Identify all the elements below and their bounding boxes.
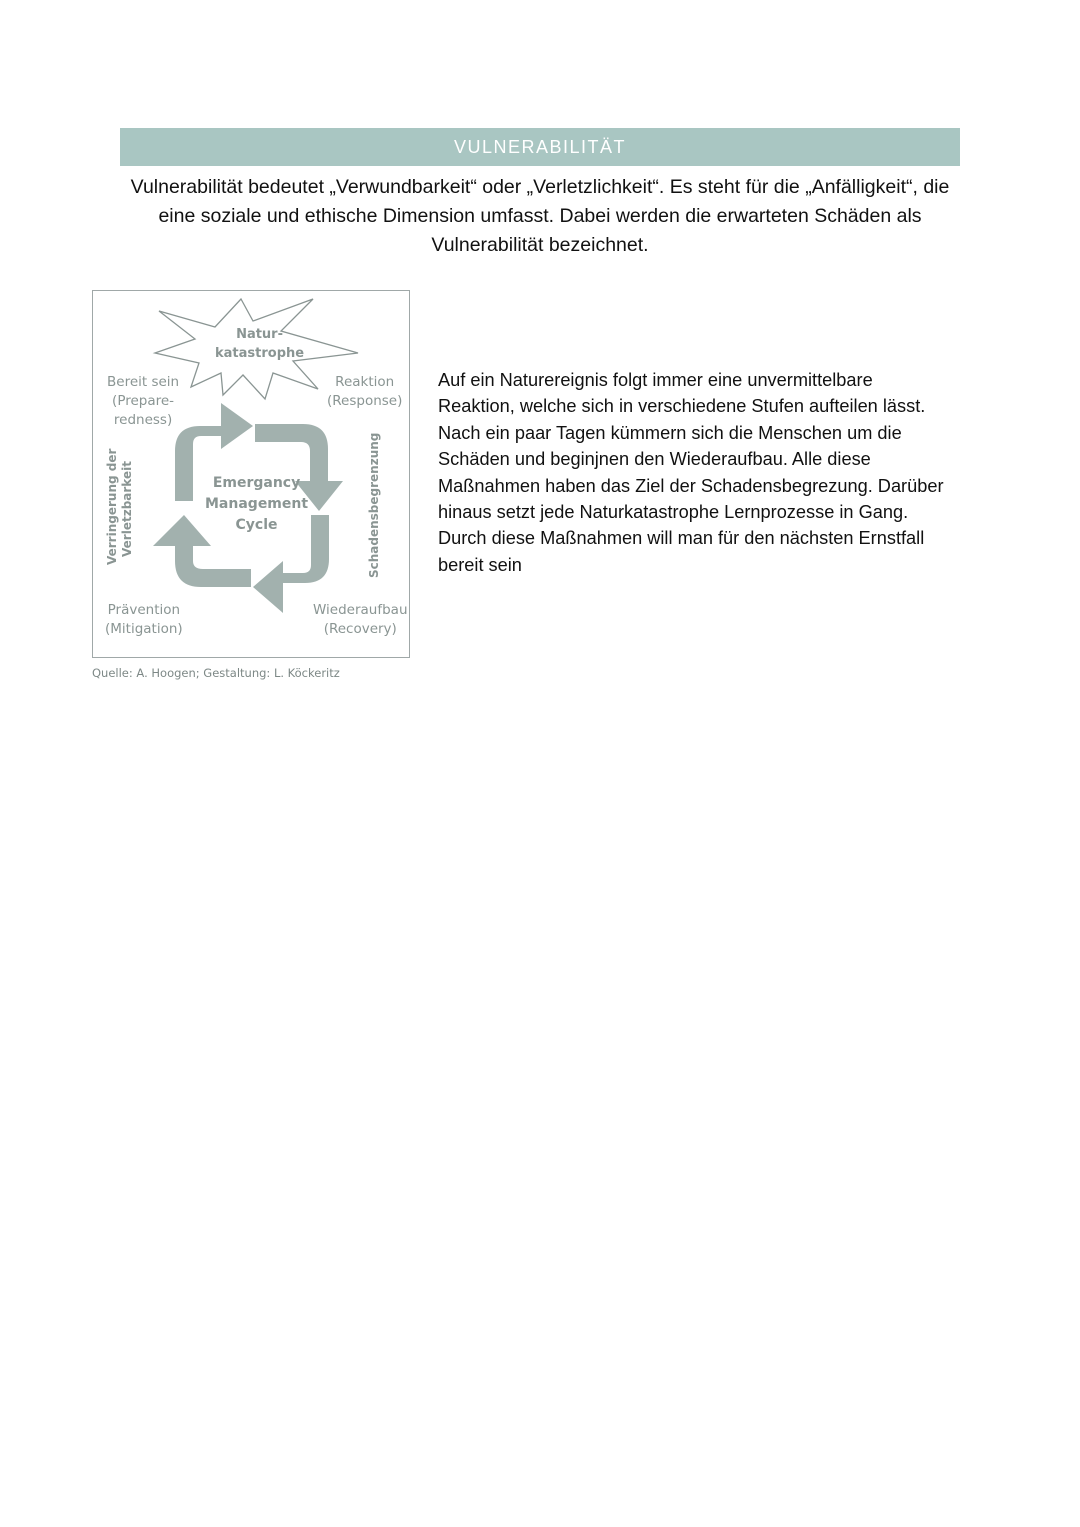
recovery-label: Wiederaufbau (Recovery) — [313, 602, 408, 637]
star-label: Natur- katastrophe — [215, 327, 305, 361]
figure-source-caption: Quelle: A. Hoogen; Gestaltung: L. Köckeritz — [92, 666, 340, 680]
body-paragraph: Auf ein Naturereignis folgt immer eine unvermittelbare Reaktion, welche sich in verschiedene Stufen aufteilen lässt. Nach ein paar Tagen kümmern sich die Menschen um die Schäden und beginjnen den Wiederaufbau. Alle diese Maßnahmen haben das Ziel der Schadensbegrezung. Darüber hinaus setzt jede Naturkatastrophe Lernprozesse in Gang. Durch diese Maßnahmen will man für den nächsten Ernstfall bereit sein — [438, 370, 944, 575]
cycle-center-label: Emergancy Management Cycle — [205, 475, 309, 533]
emergency-management-cycle-figure — [92, 290, 410, 658]
vulnerability-reduction-label: Verringerung der Verletzbarkeit — [105, 448, 134, 565]
preparedness-label: Bereit sein (Prepare- redness) — [107, 374, 180, 428]
response-label: Reaktion (Response) — [327, 374, 403, 409]
section-title-banner: VULNERABILITÄT — [120, 128, 960, 166]
mitigation-label: Prävention (Mitigation) — [105, 602, 183, 637]
damage-limitation-label: Schadensbegrenzung — [367, 432, 381, 578]
intro-paragraph: Vulnerabilität bedeutet „Verwundbarkeit“ oder „Verletzlichkeit“. Es steht für die „Anfälligkeit“, die eine soziale und ethische Dimension umfasst. Dabei werden die erwarteten Schäden als Vulnerabilität bezeichnet. — [130, 176, 950, 256]
